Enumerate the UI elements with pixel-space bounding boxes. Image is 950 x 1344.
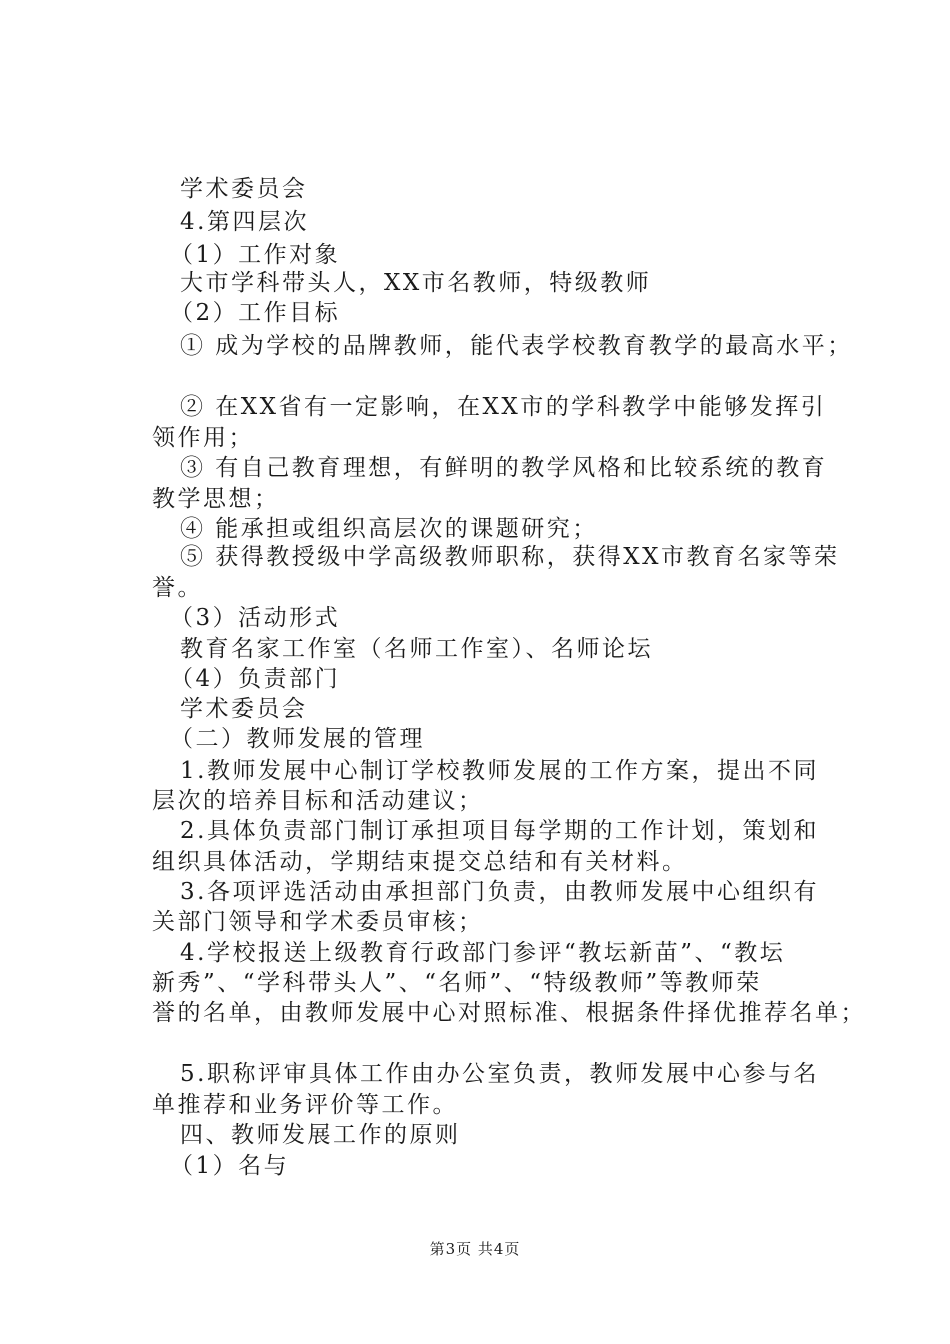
list-item: 2.具体负责部门制订承担项目每学期的工作计划，策划和 <box>180 818 819 844</box>
list-item-continuation: 组织具体活动，学期结束提交总结和有关材料。 <box>152 849 688 875</box>
list-item: 4.学校报送上级教育行政部门参评“教坛新苗”、“教坛 <box>180 940 786 966</box>
list-item: ② 在XX省有一定影响，在XX市的学科教学中能够发挥引 <box>180 394 827 420</box>
subsection-heading: （3）活动形式 <box>170 605 341 631</box>
list-item-continuation: 教学思想； <box>152 486 280 512</box>
list-item-continuation: 誉的名单，由教师发展中心对照标准、根据条件择优推荐名单； <box>152 1000 866 1026</box>
list-item-continuation: 关部门领导和学术委员审核； <box>152 909 484 935</box>
section-heading: （二）教师发展的管理 <box>170 726 425 752</box>
list-item: ④ 能承担或组织高层次的课题研究； <box>180 516 598 542</box>
text-line: 大市学科带头人，XX市名教师，特级教师 <box>180 270 652 296</box>
list-item-continuation: 领作用； <box>152 425 254 451</box>
list-item: ⑤ 获得教授级中学高级教师职称，获得XX市教育名家等荣 <box>180 544 840 570</box>
text-line: 学术委员会 <box>180 696 308 722</box>
list-item-continuation: 誉。 <box>152 575 203 601</box>
subsection-heading: （1）工作对象 <box>170 242 341 268</box>
list-item: ① 成为学校的品牌教师，能代表学校教育教学的最高水平； <box>180 333 853 359</box>
list-item: 3.各项评选活动由承担部门负责，由教师发展中心组织有 <box>180 879 819 905</box>
page-footer: 第3页 共4页 <box>429 1240 521 1258</box>
list-item: 1.教师发展中心制订学校教师发展的工作方案，提出不同 <box>180 758 819 784</box>
list-item-continuation: 单推荐和业务评价等工作。 <box>152 1092 458 1118</box>
list-item-continuation: 新秀”、“学科带头人”、“名师”、“特级教师”等教师荣 <box>152 970 762 996</box>
subsection-heading: （4）负责部门 <box>170 666 341 692</box>
section-heading: 四、教师发展工作的原则 <box>180 1122 461 1148</box>
list-item: 5.职称评审具体工作由办公室负责，教师发展中心参与名 <box>180 1061 819 1087</box>
subsection-heading: （1）名与 <box>170 1153 290 1179</box>
list-item-continuation: 层次的培养目标和活动建议； <box>152 788 484 814</box>
list-item: ③ 有自己教育理想，有鲜明的教学风格和比较系统的教育 <box>180 455 828 481</box>
section-heading: 4.第四层次 <box>180 209 309 235</box>
text-line: 教育名家工作室（名师工作室）、名师论坛 <box>180 636 653 662</box>
subsection-heading: （2）工作目标 <box>170 300 341 326</box>
text-line: 学术委员会 <box>180 176 308 202</box>
